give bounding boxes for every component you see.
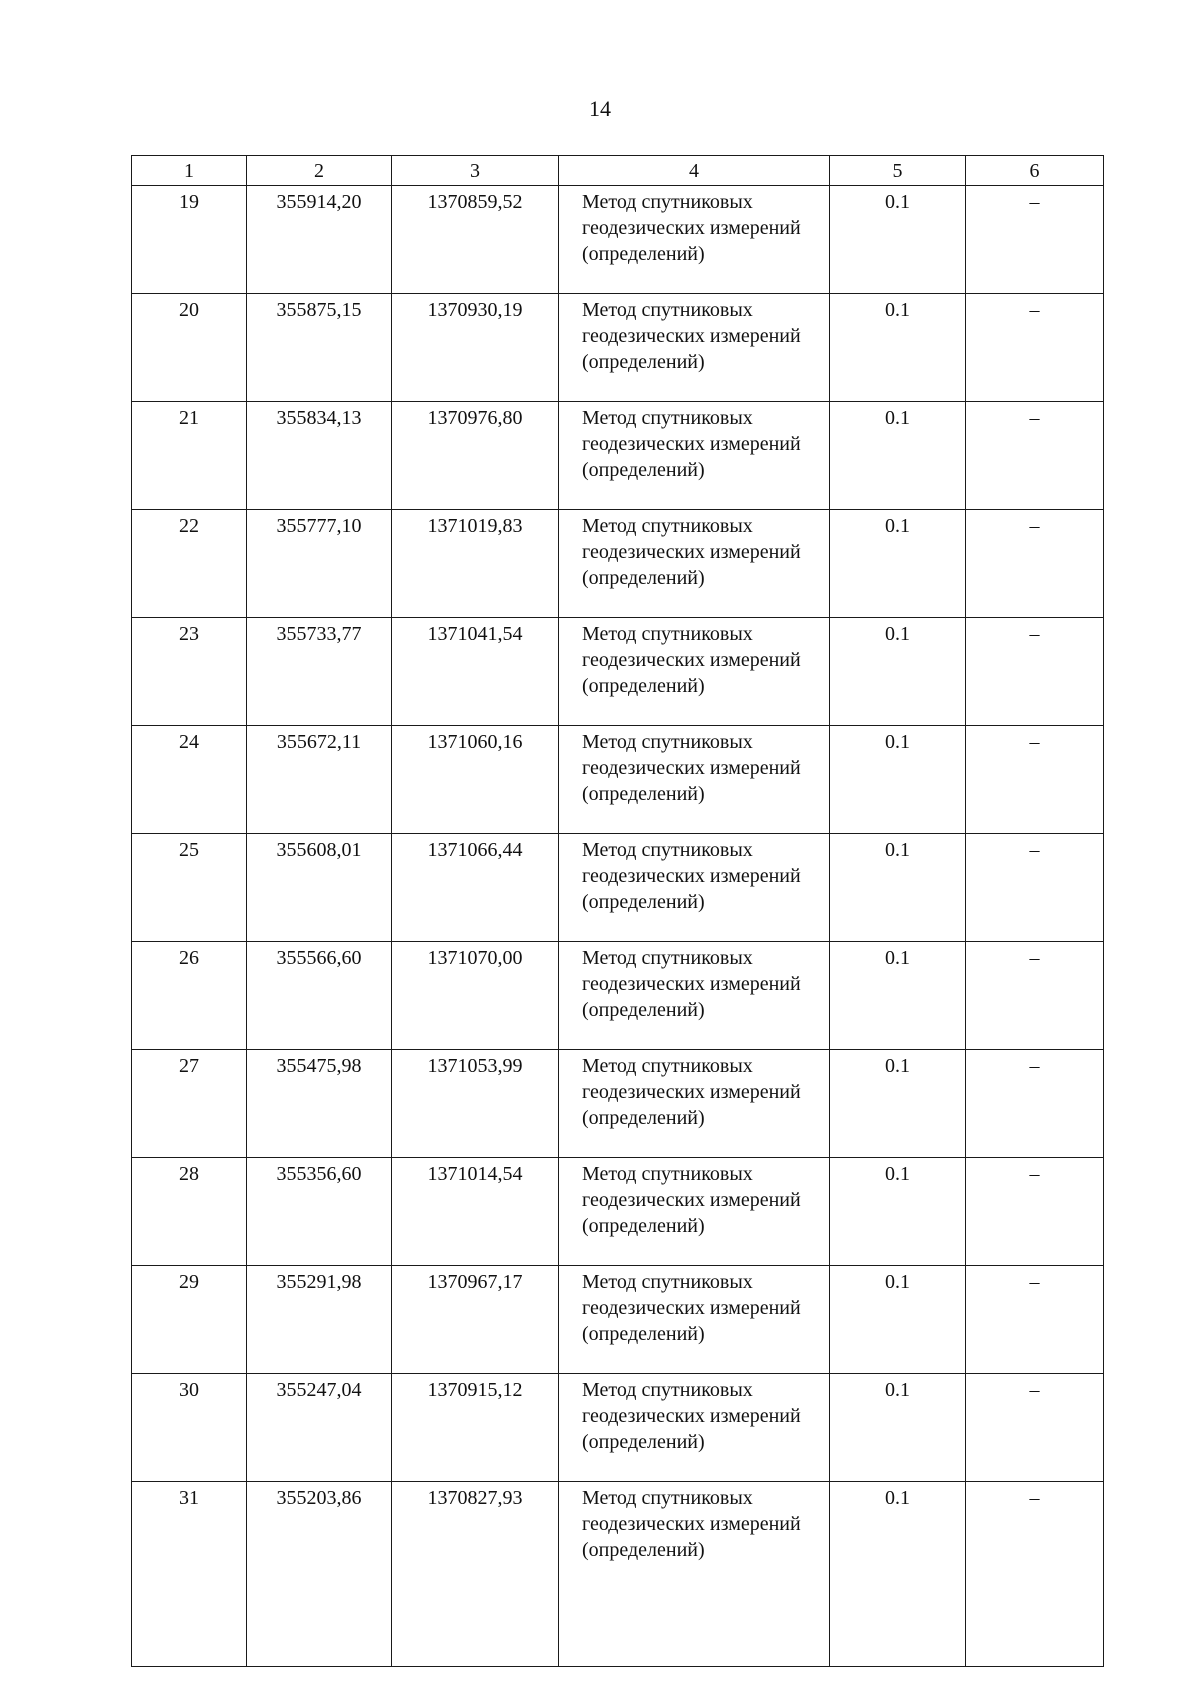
y-coordinate-cell: 1370859,52 bbox=[392, 186, 559, 294]
method-cell: Метод спутниковых геодезических измерений (определений) bbox=[559, 510, 830, 618]
method-cell: Метод спутниковых геодезических измерений (определений) bbox=[559, 294, 830, 402]
table-row bbox=[132, 294, 1104, 402]
y-coordinate-cell: 1371041,54 bbox=[392, 618, 559, 726]
x-coordinate-cell: 355247,04 bbox=[247, 1374, 392, 1482]
note-cell: – bbox=[966, 618, 1104, 726]
accuracy-cell: 0.1 bbox=[830, 1158, 966, 1266]
column-header-2: 2 bbox=[247, 156, 392, 186]
table-header-row bbox=[132, 156, 1104, 186]
note-cell: – bbox=[966, 402, 1104, 510]
x-coordinate-cell: 355203,86 bbox=[247, 1482, 392, 1667]
table-row bbox=[132, 186, 1104, 294]
note-cell: – bbox=[966, 1482, 1104, 1667]
note-cell: – bbox=[966, 1158, 1104, 1266]
method-cell: Метод спутниковых геодезических измерений (определений) bbox=[559, 1158, 830, 1266]
table-row bbox=[132, 1158, 1104, 1266]
x-coordinate-cell: 355291,98 bbox=[247, 1266, 392, 1374]
accuracy-cell: 0.1 bbox=[830, 834, 966, 942]
column-header-1: 1 bbox=[132, 156, 247, 186]
x-coordinate-cell: 355875,15 bbox=[247, 294, 392, 402]
accuracy-cell: 0.1 bbox=[830, 618, 966, 726]
accuracy-cell: 0.1 bbox=[830, 942, 966, 1050]
table-row bbox=[132, 618, 1104, 726]
column-header-5: 5 bbox=[830, 156, 966, 186]
table-row bbox=[132, 726, 1104, 834]
y-coordinate-cell: 1371066,44 bbox=[392, 834, 559, 942]
note-cell: – bbox=[966, 1050, 1104, 1158]
point-number-cell: 24 bbox=[132, 726, 247, 834]
note-cell: – bbox=[966, 294, 1104, 402]
y-coordinate-cell: 1370930,19 bbox=[392, 294, 559, 402]
note-cell: – bbox=[966, 834, 1104, 942]
note-cell: – bbox=[966, 942, 1104, 1050]
method-cell: Метод спутниковых геодезических измерений (определений) bbox=[559, 1374, 830, 1482]
accuracy-cell: 0.1 bbox=[830, 1374, 966, 1482]
point-number-cell: 20 bbox=[132, 294, 247, 402]
table-row bbox=[132, 942, 1104, 1050]
y-coordinate-cell: 1370976,80 bbox=[392, 402, 559, 510]
note-cell: – bbox=[966, 726, 1104, 834]
column-header-4: 4 bbox=[559, 156, 830, 186]
x-coordinate-cell: 355914,20 bbox=[247, 186, 392, 294]
column-header-6: 6 bbox=[966, 156, 1104, 186]
accuracy-cell: 0.1 bbox=[830, 1482, 966, 1667]
x-coordinate-cell: 355475,98 bbox=[247, 1050, 392, 1158]
point-number-cell: 28 bbox=[132, 1158, 247, 1266]
table-row bbox=[132, 402, 1104, 510]
x-coordinate-cell: 355672,11 bbox=[247, 726, 392, 834]
note-cell: – bbox=[966, 1266, 1104, 1374]
method-cell: Метод спутниковых геодезических измерений (определений) bbox=[559, 1266, 830, 1374]
method-cell: Метод спутниковых геодезических измерений (определений) bbox=[559, 618, 830, 726]
accuracy-cell: 0.1 bbox=[830, 510, 966, 618]
point-number-cell: 26 bbox=[132, 942, 247, 1050]
table-row bbox=[132, 1050, 1104, 1158]
note-cell: – bbox=[966, 186, 1104, 294]
method-cell: Метод спутниковых геодезических измерений (определений) bbox=[559, 834, 830, 942]
note-cell: – bbox=[966, 1374, 1104, 1482]
x-coordinate-cell: 355608,01 bbox=[247, 834, 392, 942]
x-coordinate-cell: 355733,77 bbox=[247, 618, 392, 726]
point-number-cell: 30 bbox=[132, 1374, 247, 1482]
table-row bbox=[132, 1374, 1104, 1482]
accuracy-cell: 0.1 bbox=[830, 294, 966, 402]
y-coordinate-cell: 1370967,17 bbox=[392, 1266, 559, 1374]
accuracy-cell: 0.1 bbox=[830, 1050, 966, 1158]
x-coordinate-cell: 355566,60 bbox=[247, 942, 392, 1050]
table-row bbox=[132, 1266, 1104, 1374]
accuracy-cell: 0.1 bbox=[830, 726, 966, 834]
y-coordinate-cell: 1371070,00 bbox=[392, 942, 559, 1050]
point-number-cell: 22 bbox=[132, 510, 247, 618]
y-coordinate-cell: 1371053,99 bbox=[392, 1050, 559, 1158]
method-cell: Метод спутниковых геодезических измерений (определений) bbox=[559, 1050, 830, 1158]
table-row bbox=[132, 510, 1104, 618]
y-coordinate-cell: 1371019,83 bbox=[392, 510, 559, 618]
point-number-cell: 23 bbox=[132, 618, 247, 726]
accuracy-cell: 0.1 bbox=[830, 186, 966, 294]
point-number-cell: 29 bbox=[132, 1266, 247, 1374]
point-number-cell: 31 bbox=[132, 1482, 247, 1667]
x-coordinate-cell: 355777,10 bbox=[247, 510, 392, 618]
point-number-cell: 19 bbox=[132, 186, 247, 294]
accuracy-cell: 0.1 bbox=[830, 402, 966, 510]
x-coordinate-cell: 355356,60 bbox=[247, 1158, 392, 1266]
note-cell: – bbox=[966, 510, 1104, 618]
y-coordinate-cell: 1371060,16 bbox=[392, 726, 559, 834]
point-number-cell: 27 bbox=[132, 1050, 247, 1158]
page-number: 14 bbox=[589, 96, 611, 121]
accuracy-cell: 0.1 bbox=[830, 1266, 966, 1374]
y-coordinate-cell: 1370915,12 bbox=[392, 1374, 559, 1482]
method-cell: Метод спутниковых геодезических измерений (определений) bbox=[559, 402, 830, 510]
method-cell: Метод спутниковых геодезических измерений (определений) bbox=[559, 186, 830, 294]
table-row bbox=[132, 834, 1104, 942]
coordinates-table bbox=[131, 155, 1104, 1667]
point-number-cell: 21 bbox=[132, 402, 247, 510]
column-header-3: 3 bbox=[392, 156, 559, 186]
table-row bbox=[132, 1482, 1104, 1667]
point-number-cell: 25 bbox=[132, 834, 247, 942]
y-coordinate-cell: 1371014,54 bbox=[392, 1158, 559, 1266]
y-coordinate-cell: 1370827,93 bbox=[392, 1482, 559, 1667]
x-coordinate-cell: 355834,13 bbox=[247, 402, 392, 510]
method-cell: Метод спутниковых геодезических измерений (определений) bbox=[559, 942, 830, 1050]
method-cell: Метод спутниковых геодезических измерений (определений) bbox=[559, 726, 830, 834]
method-cell: Метод спутниковых геодезических измерений (определений) bbox=[559, 1482, 830, 1667]
